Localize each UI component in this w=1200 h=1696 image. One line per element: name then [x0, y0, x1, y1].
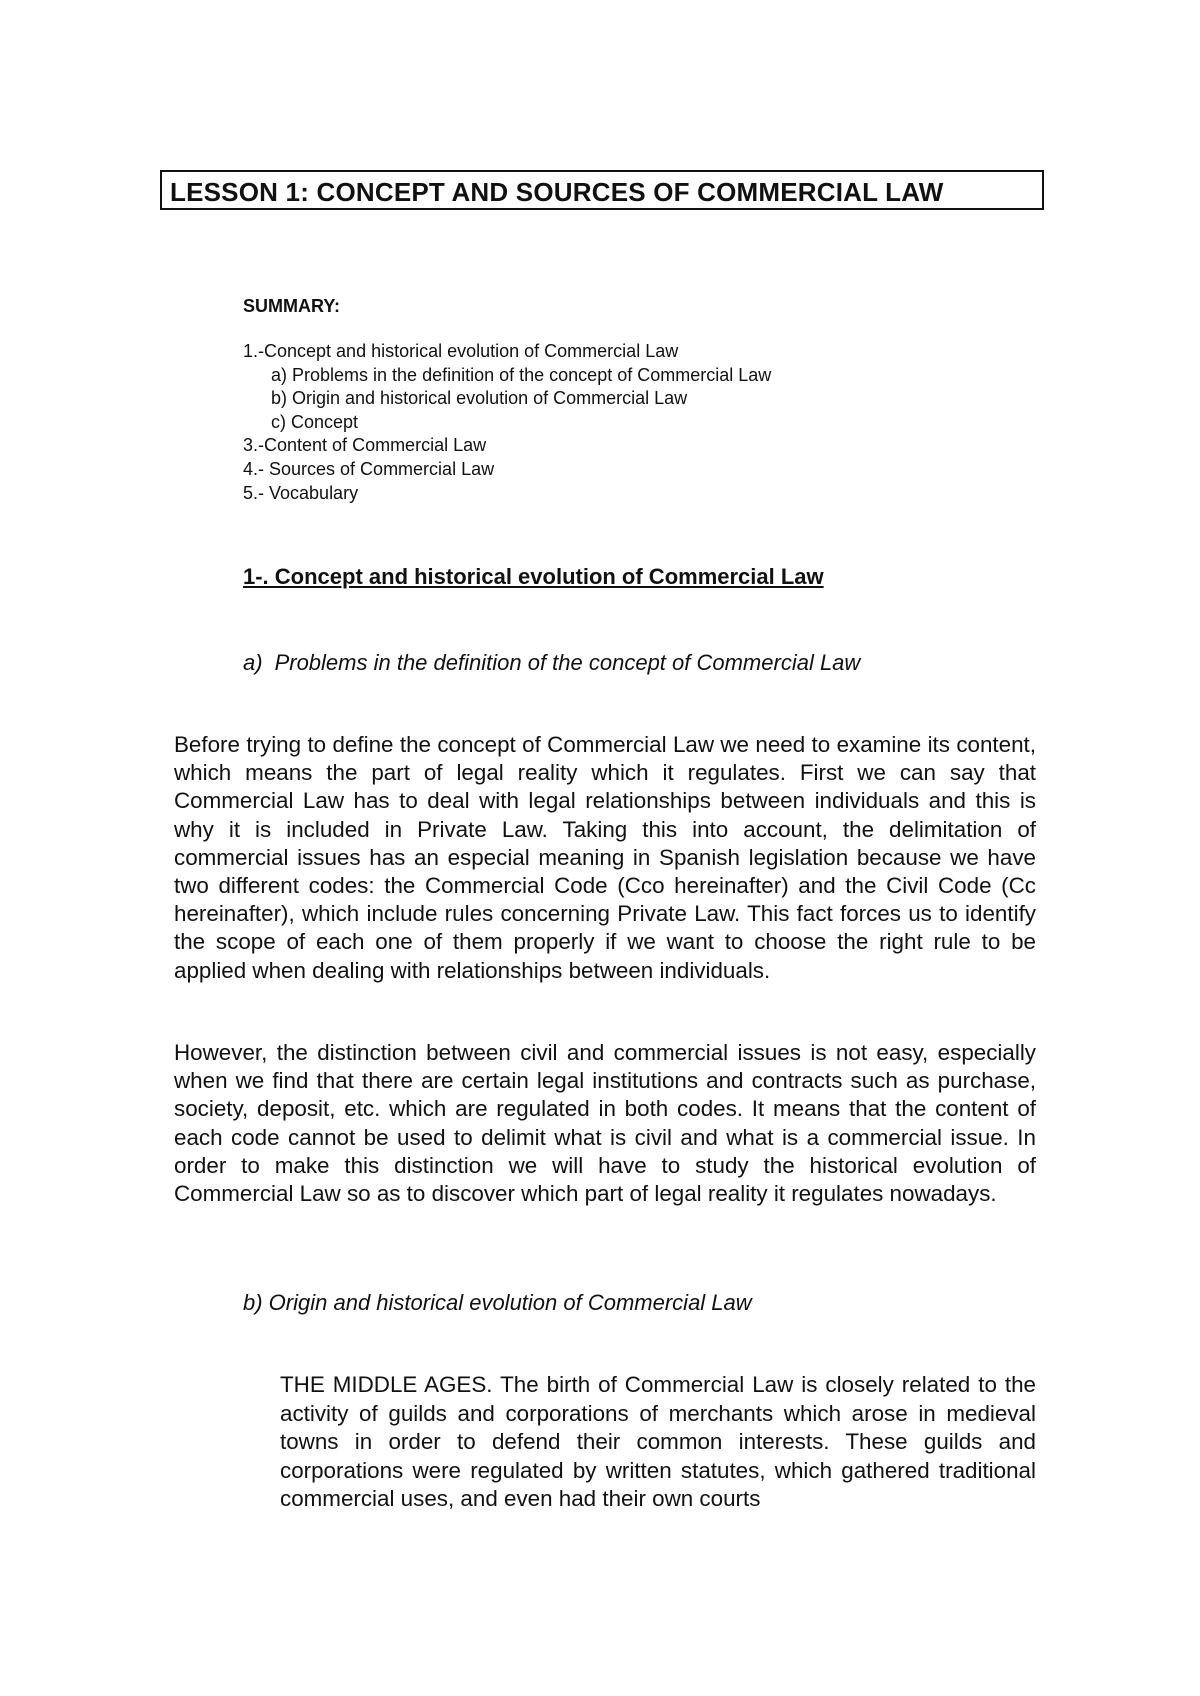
section-heading: 1-. Concept and historical evolution of Commercial Law [243, 564, 824, 589]
subsection-a-heading [243, 650, 860, 676]
summary-subitem: b) Origin and historical evolution of Commercial Law [271, 388, 688, 409]
summary-subitem: a) Problems in the definition of the concept of Commercial Law [271, 364, 772, 385]
lesson-title: LESSON 1: CONCEPT AND SOURCES OF COMMERCIAL LAW [170, 177, 944, 207]
lesson-title-box [160, 170, 1044, 210]
paragraph-3: THE MIDDLE AGES. The birth of Commercial Law is closely related to the activity of guilds and corporations of merchants which arose in medieval towns in order to defend their common interests. These guilds and corporations were regulated by written statutes, which gathered traditional commercial uses, and even had their own courts [280, 1372, 1036, 1511]
summary-list [243, 340, 943, 505]
summary-item: 4.- Sources of Commercial Law [243, 458, 495, 479]
paragraph-2: However, the distinction between civil and commercial issues is not easy, especially when we find that there are certain legal institutions and contracts such as purchase, society, deposit, etc. which are regulated in both codes. It means that the content of each code cannot be used to delimit what is civil and what is a commercial issue. In order to make this distinction we will have to study the historical evolution of Commercial Law so as to discover which part of legal reality it regulates nowadays. [174, 1040, 1036, 1207]
summary-label: SUMMARY: [243, 296, 340, 316]
paragraph-1: Before trying to define the concept of Commercial Law we need to examine its content, which means the part of legal reality which it regulates. First we can say that Commercial Law has to deal with legal relationships between individuals and this is why it is included in Private Law. Taking this into account, the delimitation of commercial issues has an especial meaning in Spanish legislation because we have two different codes: the Commercial Code (Cco hereinafter) and the Civil Code (Cc hereinafter), which include rules concerning Private Law. This fact forces us to identify the scope of each one of them properly if we want to choose the right rule to be applied when dealing with relationships between individuals. [174, 732, 1036, 983]
subsection-a-title: Problems in the definition of the concept of Commercial Law [274, 650, 861, 675]
subsection-b-heading: b) Origin and historical evolution of Commercial Law [243, 1290, 752, 1315]
summary-item: 1.-Concept and historical evolution of Commercial Law [243, 341, 679, 361]
summary-subitem: c) Concept [271, 411, 359, 432]
summary-item: 3.-Content of Commercial Law [243, 435, 487, 456]
summary-item: 5.- Vocabulary [243, 482, 359, 503]
subsection-a-label: a) [243, 650, 263, 675]
